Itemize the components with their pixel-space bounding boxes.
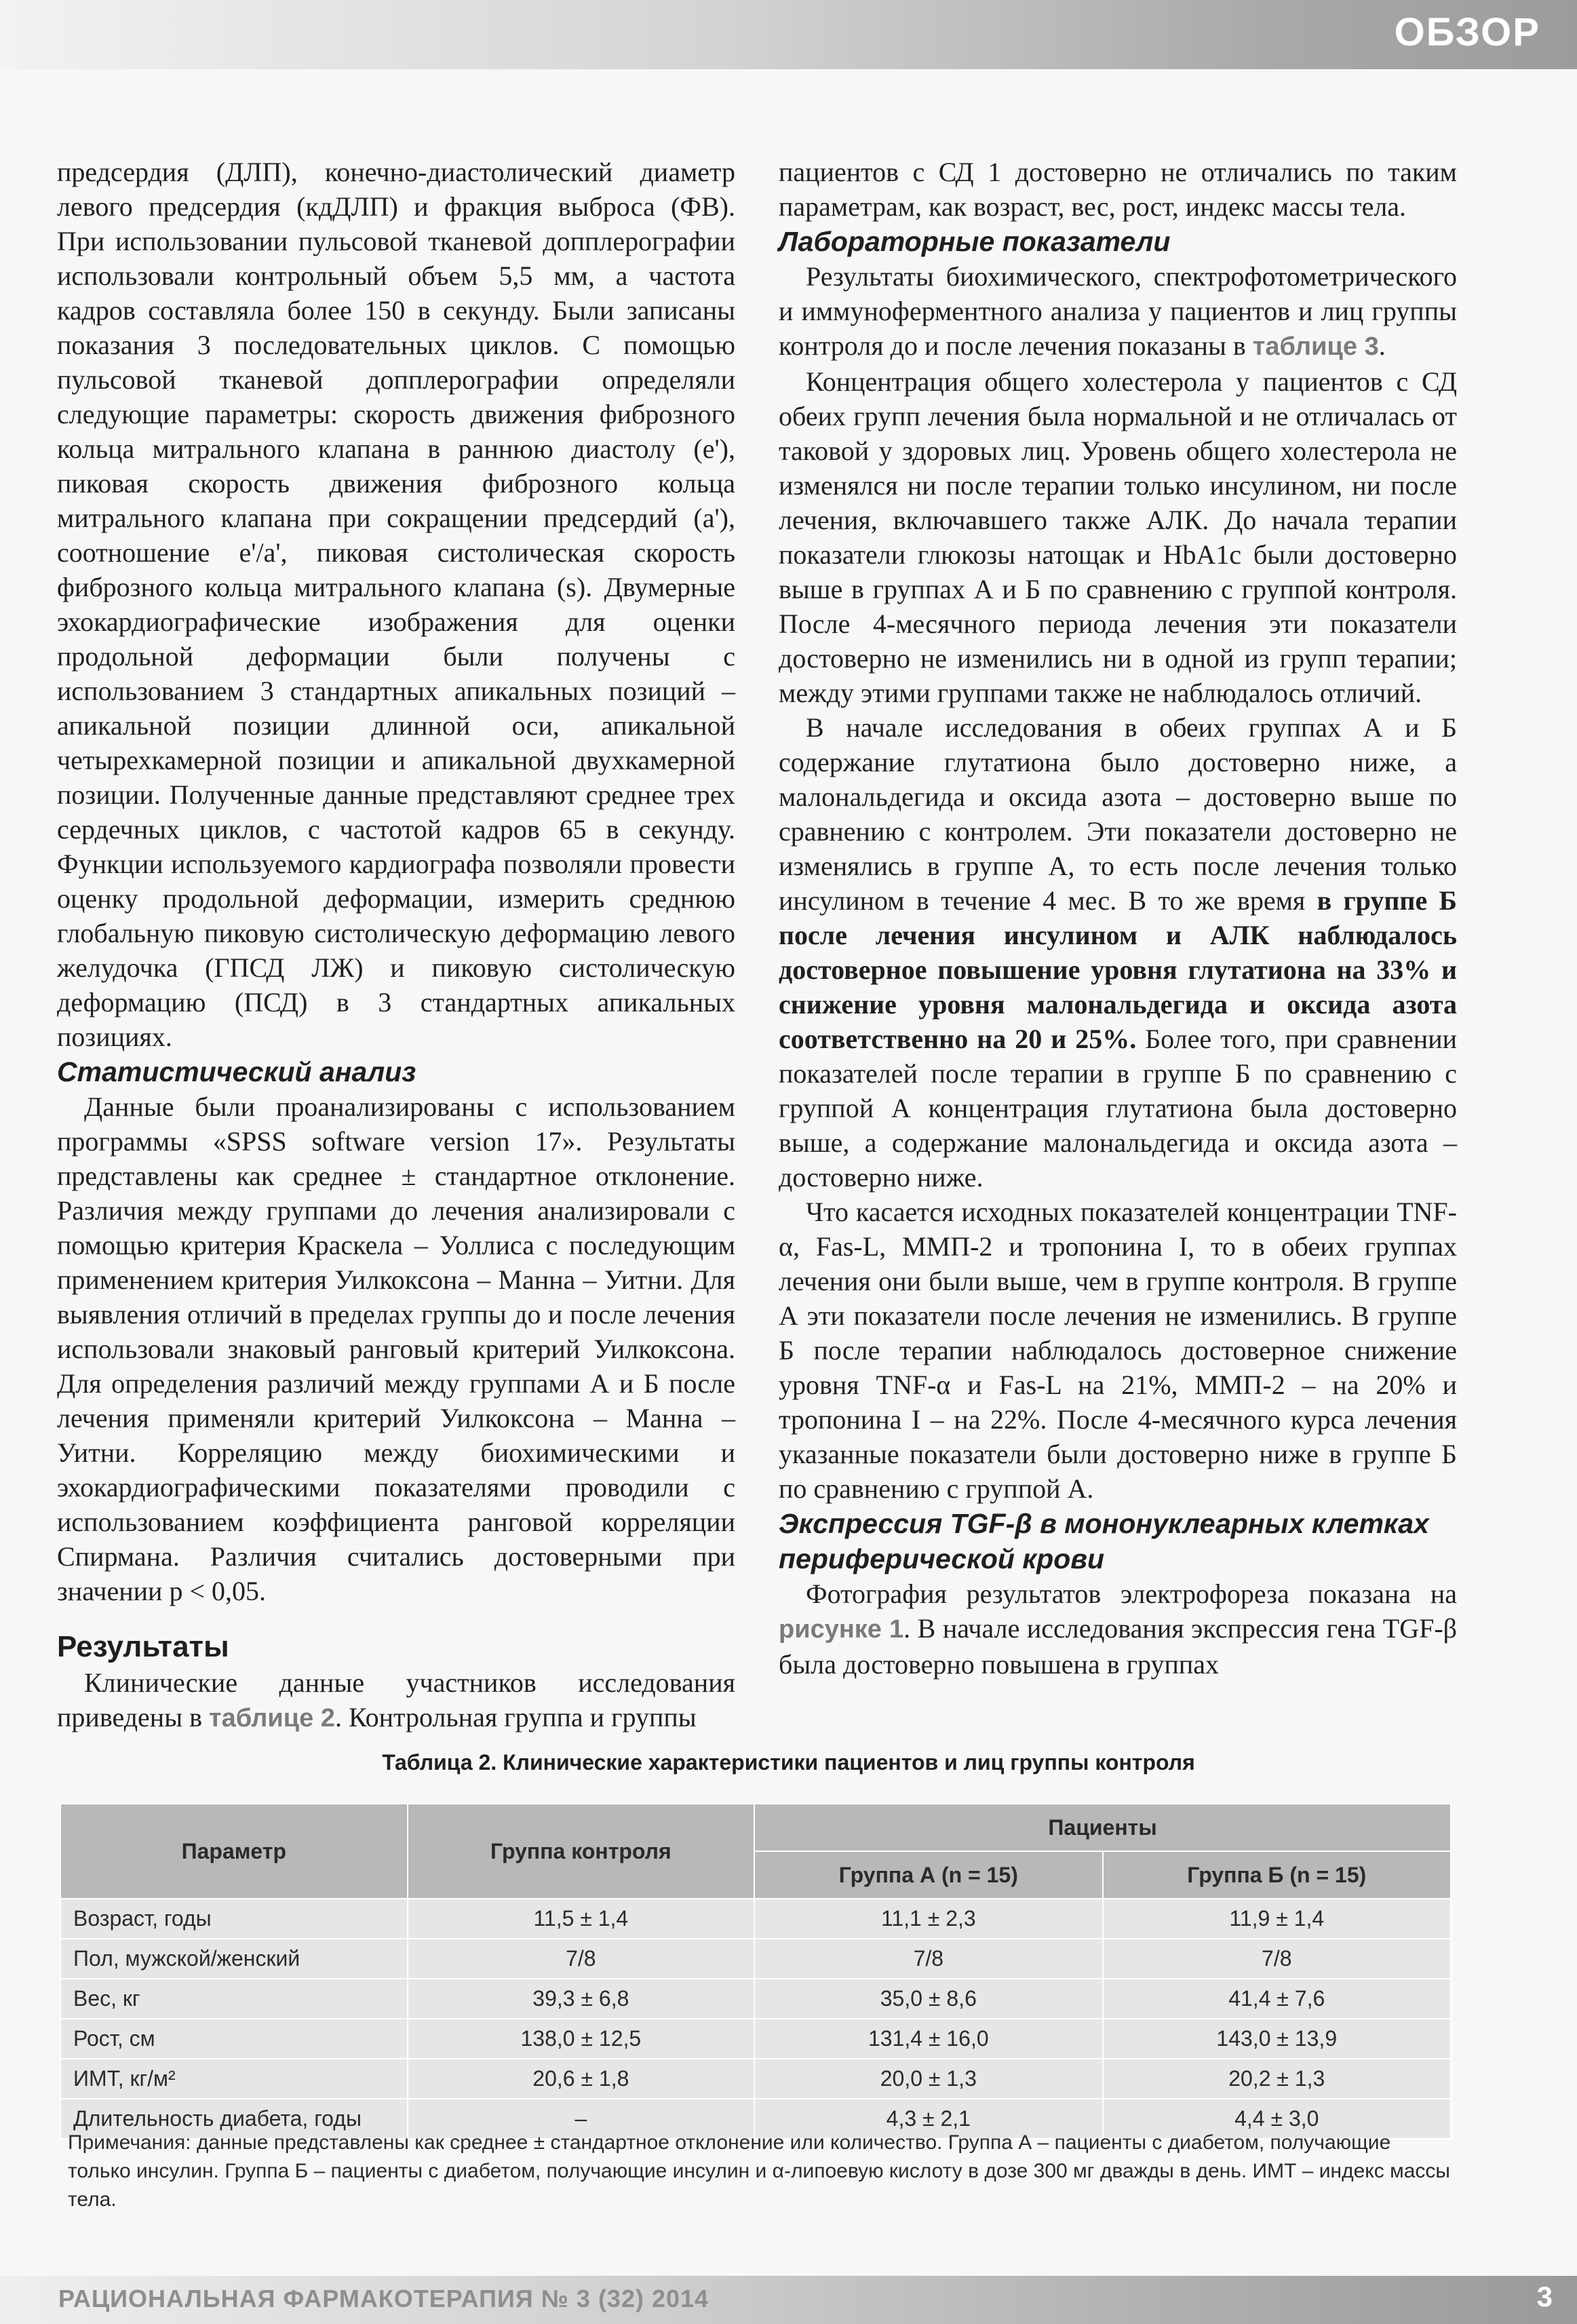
- header-band: [0, 0, 1577, 69]
- cell-control: 20,6 ± 1,8: [408, 2059, 755, 2099]
- text-run: В начале исследования в обеих группах А и Б содержание глутатиона было достоверно ниже, а малональдегида и оксида азота – достоверно выше по сравнению с контролем. Эти показатели достоверно не изменялись в группе А, то есть после лечения только инсулином в течение 4 мес. В то же время: [779, 712, 1457, 916]
- section-tag: ОБЗОР: [1394, 10, 1540, 54]
- table-notes: Примечания: данные представлены как среднее ± стандартное отклонение или количество. Группа А – пациенты с диабетом, получающие только инсулин. Группа Б – пациенты с диабетом, получающие инсулин и α-липоевую кислоту в дозе 300 мг дважды в день. ИМТ – индекс массы тела.: [68, 2131, 1450, 2211]
- text-run: . В начале исследования экспрессия гена TGF-β была достоверно повышена в группах: [779, 1613, 1458, 1680]
- paragraph: Концентрация общего холестерола у пациентов с СД обеих групп лечения была нормальной и не отличалась от таковой у здоровых лиц. Уровень общего холестерола не изменялся ни после терапии только инсулином, ни после лечения, включавшего также АЛК. До начала терапии показатели глюкозы натощак и HbA1c были достоверно выше в группах А и Б по сравнению с группой контроля. После 4-месячного периода лечения эти показатели достоверно не изменились ни в одной из групп терапии; между этими группами также не наблюдалось отличий.: [779, 366, 1457, 708]
- table-row: [60, 1939, 1451, 1979]
- column-header-group-a: Группа А (n = 15): [754, 1851, 1102, 1899]
- cell-group-a: 11,1 ± 2,3: [754, 1899, 1102, 1939]
- cell-control: 138,0 ± 12,5: [408, 2019, 755, 2059]
- text-run: Фотография результатов электрофореза показана на: [806, 1579, 1457, 1609]
- cell-parameter: Возраст, годы: [60, 1899, 408, 1939]
- text-run: Клинические данные участников исследования приведены в: [57, 1667, 735, 1732]
- cell-group-b: 41,4 ± 7,6: [1103, 1979, 1451, 2019]
- cell-control: 39,3 ± 6,8: [408, 1979, 755, 2019]
- cell-parameter: ИМТ, кг/м²: [60, 2059, 408, 2099]
- cell-group-b: 4,4 ± 3,0: [1103, 2099, 1451, 2139]
- paragraph: [779, 1576, 1457, 1682]
- cell-group-a: 7/8: [754, 1939, 1102, 1979]
- figure-1-link[interactable]: рисунке 1: [779, 1615, 904, 1644]
- cell-group-a: 131,4 ± 16,0: [754, 2019, 1102, 2059]
- cell-group-a: 35,0 ± 8,6: [754, 1979, 1102, 2019]
- text-run: Более того, при сравнении показателей после терапии в группе Б по сравнению с группой А концентрация глутатиона была достоверно выше, а содержание малональдегида и оксида азота – достоверно ниже.: [779, 1024, 1458, 1193]
- cell-parameter: Пол, мужской/женский: [60, 1939, 408, 1979]
- text-run: .: [1378, 330, 1386, 361]
- heading-lab: Лабораторные показатели: [779, 226, 1171, 257]
- bold-text-run: в группе Б после лечения инсулином и АЛК наблюдалось достоверное повышение уровня глутатиона на 33% и снижение уровня малональдегида и оксида азота соответственно на 20 и 25%.: [779, 885, 1457, 1054]
- cell-group-b: 7/8: [1103, 1939, 1451, 1979]
- paragraph: [779, 259, 1457, 364]
- table-row: [60, 1979, 1451, 2019]
- right-column: [779, 155, 1457, 1682]
- table-2-link[interactable]: таблице 2: [208, 1704, 335, 1732]
- cell-parameter: Вес, кг: [60, 1979, 408, 2019]
- cell-group-b: 11,9 ± 1,4: [1103, 1899, 1451, 1939]
- table-row: [60, 2019, 1451, 2059]
- cell-control: 11,5 ± 1,4: [408, 1899, 755, 1939]
- cell-group-b: 143,0 ± 13,9: [1103, 2019, 1451, 2059]
- table-row: [60, 2059, 1451, 2099]
- text-run: Результаты биохимического, спектрофотометрического и иммуноферментного анализа у пациентов и лиц группы контроля до и после лечения показаны в: [779, 261, 1457, 361]
- clinical-table: [60, 1803, 1452, 2139]
- table-3-link[interactable]: таблице 3: [1252, 332, 1379, 361]
- column-header-group-b: Группа Б (n = 15): [1103, 1851, 1451, 1899]
- heading-results: Результаты: [57, 1630, 229, 1663]
- cell-group-a: 20,0 ± 1,3: [754, 2059, 1102, 2099]
- column-header-parameter: Параметр: [60, 1804, 408, 1899]
- column-header-patients: Пациенты: [754, 1804, 1451, 1851]
- journal-title: РАЦИОНАЛЬНАЯ ФАРМАКОТЕРАПИЯ № 3 (32) 2014: [58, 2285, 709, 2312]
- cell-parameter: Длительность диабета, годы: [60, 2099, 408, 2139]
- heading-statistics: Статистический анализ: [57, 1056, 416, 1087]
- table-row: [60, 1899, 1451, 1939]
- page-number: 3: [1536, 2281, 1553, 2312]
- paragraph: пациентов с СД 1 достоверно не отличались по таким параметрам, как возраст, вес, рост, индекс массы тела.: [779, 157, 1457, 222]
- cell-group-b: 20,2 ± 1,3: [1103, 2059, 1451, 2099]
- paragraph: предсердия (ДЛП), конечно-диастолический диаметр левого предсердия (кдДЛП) и фракция выброса (ФВ). При использовании пульсовой тканевой допплерографии использовали контрольный объем 5,5 мм, а частота кадров составляла более 150 в секунду. Были записаны показания 3 последовательных циклов. С помощью пульсовой тканевой допплерографии определяли следующие параметры: скорость движения фиброзного кольца митрального клапана в раннюю диастолу (e'), пиковая скорость движения фиброзного кольца митрального клапана при сокращении предсердий (a'), соотношение e'/a', пиковая систолическая скорость фиброзного кольца митрального клапана (s). Двумерные эхокардиографические изображения для оценки продольной деформации были получены с использованием 3 стандартных апикальных позиций – апикальной позиции длинной оси, апикальной четырехкамерной позиции и апикальной двухкамерной позиции. Полученные данные представляют среднее трех сердечных циклов, с частотой кадров 65 в секунду. Функции используемого кардиографа позволяли провести оценку продольной деформации, измерить среднюю глобальную пиковую систолическую деформацию левого желудочка (ГПСД ЛЖ) и пиковую систолическую деформацию (ПСД) в 3 стандартных апикальных позициях.: [57, 157, 735, 1052]
- paragraph: Данные были проанализированы с использованием программы «SPSS software version 17». Результаты представлены как среднее ± стандартное отклонение. Различия между группами до лечения анализировали с помощью критерия Краскела – Уоллиса с последующим применением критерия Уилкоксона – Манна – Уитни. Для выявления отличий в пределах группы до и после лечения использовали знаковый ранговый критерий Уилкоксона. Для определения различий между группами А и Б после лечения применяли критерий Уилкоксона – Манна – Уитни. Корреляцию между биохимическими и эхокардиографическими показателями проводили с использованием коэффициента ранговой корреляции Спирмана. Различия считались достоверными при значении p < 0,05.: [57, 1091, 735, 1606]
- cell-control: 7/8: [408, 1939, 755, 1979]
- paragraph: [57, 1665, 735, 1736]
- heading-expression: Экспрессия TGF-β в мононуклеарных клетках периферической крови: [779, 1508, 1429, 1574]
- cell-group-a: 4,3 ± 2,1: [754, 2099, 1102, 2139]
- table-caption: Таблица 2. Клинические характеристики пациентов и лиц группы контроля: [382, 1750, 1195, 1775]
- paragraph: [779, 710, 1457, 1195]
- paragraph: Что касается исходных показателей концентрации TNF-α, Fas-L, ММП-2 и тропонина I, то в обеих группах лечения они были выше, чем в группе контроля. В группе А эти показатели после лечения не изменились. В группе Б после терапии наблюдалось достоверное снижение уровня TNF-α и Fas-L на 21%, ММП-2 – на 20% и тропонина I – на 22%. После 4-месячного курса лечения указанные показатели были достоверно ниже в группе Б по сравнению с группой А.: [779, 1197, 1457, 1504]
- cell-parameter: Рост, см: [60, 2019, 408, 2059]
- text-run: . Контрольная группа и группы: [334, 1702, 697, 1732]
- column-header-control: Группа контроля: [408, 1804, 755, 1899]
- left-column: [57, 155, 735, 1736]
- cell-control: –: [408, 2099, 755, 2139]
